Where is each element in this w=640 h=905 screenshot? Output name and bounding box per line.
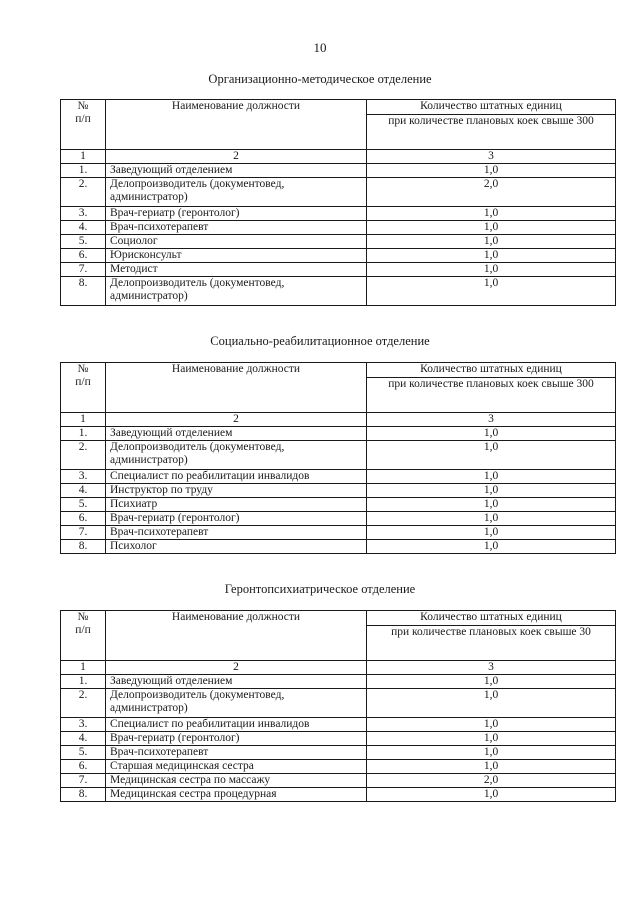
row-qty: 1,0	[367, 760, 616, 774]
staff-table	[60, 99, 616, 306]
row-num: 1.	[61, 164, 106, 178]
row-num: 2.	[61, 441, 106, 470]
row-qty: 1,0	[367, 526, 616, 540]
index-cell: 1	[61, 413, 106, 427]
table-row	[61, 235, 616, 249]
row-qty: 1,0	[367, 221, 616, 235]
table-row	[61, 774, 616, 788]
header-qty-sub: при количестве плановых коек свыше 300	[367, 115, 616, 150]
row-qty: 1,0	[367, 718, 616, 732]
row-num: 4.	[61, 221, 106, 235]
table-row	[61, 221, 616, 235]
row-qty: 1,0	[367, 746, 616, 760]
row-num: 7.	[61, 774, 106, 788]
row-name: Врач-психотерапевт	[106, 221, 367, 235]
row-num: 6.	[61, 249, 106, 263]
index-cell: 1	[61, 150, 106, 164]
table-row	[61, 498, 616, 512]
row-num: 8.	[61, 788, 106, 802]
row-qty: 2,0	[367, 178, 616, 207]
row-qty: 1,0	[367, 498, 616, 512]
section-title: Организационно-методическое отделение	[208, 72, 432, 86]
staff-table	[60, 610, 616, 802]
header-name: Наименование должности	[106, 611, 367, 661]
index-cell: 1	[61, 661, 106, 675]
header-qty-sub: при количестве плановых коек свыше 30	[367, 626, 616, 661]
row-num: 3.	[61, 470, 106, 484]
row-name: Делопроизводитель (документовед, администратор)	[106, 689, 367, 718]
row-qty: 1,0	[367, 540, 616, 554]
table-row	[61, 207, 616, 221]
table-row	[61, 788, 616, 802]
row-name: Врач-гериатр (геронтолог)	[106, 512, 367, 526]
row-num: 8.	[61, 277, 106, 306]
row-num: 5.	[61, 746, 106, 760]
row-qty: 1,0	[367, 235, 616, 249]
row-name: Психолог	[106, 540, 367, 554]
table-row	[61, 441, 616, 470]
index-cell: 3	[367, 150, 616, 164]
staff-table	[60, 362, 616, 554]
table-row	[61, 178, 616, 207]
row-qty: 1,0	[367, 277, 616, 306]
row-name: Делопроизводитель (документовед, администратор)	[106, 277, 367, 306]
table-row	[61, 760, 616, 774]
row-num: 4.	[61, 484, 106, 498]
section-title: Социально-реабилитационное отделение	[210, 334, 430, 348]
row-qty: 1,0	[367, 207, 616, 221]
table-row	[61, 484, 616, 498]
header-qty: Количество штатных единиц	[367, 100, 616, 115]
table-row	[61, 732, 616, 746]
row-qty: 1,0	[367, 470, 616, 484]
table-row	[61, 470, 616, 484]
header-num: № п/п	[61, 611, 106, 661]
row-num: 8.	[61, 540, 106, 554]
row-num: 4.	[61, 732, 106, 746]
table-row	[61, 689, 616, 718]
row-name: Врач-гериатр (геронтолог)	[106, 207, 367, 221]
row-qty: 1,0	[367, 249, 616, 263]
header-qty: Количество штатных единиц	[367, 611, 616, 626]
row-num: 3.	[61, 207, 106, 221]
index-cell: 2	[106, 150, 367, 164]
row-name: Делопроизводитель (документовед, администратор)	[106, 441, 367, 470]
header-qty-sub: при количестве плановых коек свыше 300	[367, 378, 616, 413]
row-qty: 1,0	[367, 732, 616, 746]
row-qty: 1,0	[367, 164, 616, 178]
header-name: Наименование должности	[106, 100, 367, 150]
section-title: Геронтопсихиатрическое отделение	[224, 582, 416, 596]
table-row	[61, 746, 616, 760]
row-name: Медицинская сестра по массажу	[106, 774, 367, 788]
index-cell: 3	[367, 413, 616, 427]
row-name: Психиатр	[106, 498, 367, 512]
row-qty: 1,0	[367, 427, 616, 441]
row-num: 2.	[61, 689, 106, 718]
row-qty: 1,0	[367, 689, 616, 718]
row-name: Заведующий отделением	[106, 164, 367, 178]
row-name: Юрисконсульт	[106, 249, 367, 263]
header-num: № п/п	[61, 363, 106, 413]
row-num: 2.	[61, 178, 106, 207]
row-qty: 1,0	[367, 441, 616, 470]
row-qty: 2,0	[367, 774, 616, 788]
table-row	[61, 512, 616, 526]
table-row	[61, 540, 616, 554]
row-name: Делопроизводитель (документовед, администратор)	[106, 178, 367, 207]
table-row	[61, 427, 616, 441]
index-cell: 2	[106, 413, 367, 427]
table-row	[61, 718, 616, 732]
index-cell: 2	[106, 661, 367, 675]
table-row	[61, 164, 616, 178]
row-name: Заведующий отделением	[106, 427, 367, 441]
row-num: 1.	[61, 427, 106, 441]
page-number: 10	[313, 40, 327, 55]
row-name: Старшая медицинская сестра	[106, 760, 367, 774]
row-name: Врач-гериатр (геронтолог)	[106, 732, 367, 746]
row-num: 7.	[61, 526, 106, 540]
row-num: 6.	[61, 760, 106, 774]
header-qty: Количество штатных единиц	[367, 363, 616, 378]
table-row	[61, 277, 616, 306]
header-name: Наименование должности	[106, 363, 367, 413]
row-name: Специалист по реабилитации инвалидов	[106, 470, 367, 484]
row-name: Заведующий отделением	[106, 675, 367, 689]
header-num: № п/п	[61, 100, 106, 150]
row-name: Специалист по реабилитации инвалидов	[106, 718, 367, 732]
row-qty: 1,0	[367, 788, 616, 802]
row-num: 6.	[61, 512, 106, 526]
row-qty: 1,0	[367, 512, 616, 526]
row-name: Социолог	[106, 235, 367, 249]
table-row	[61, 263, 616, 277]
table-row	[61, 249, 616, 263]
row-name: Методист	[106, 263, 367, 277]
row-num: 5.	[61, 498, 106, 512]
row-name: Врач-психотерапевт	[106, 526, 367, 540]
row-name: Медицинская сестра процедурная	[106, 788, 367, 802]
table-row	[61, 526, 616, 540]
row-num: 3.	[61, 718, 106, 732]
table-row	[61, 675, 616, 689]
row-qty: 1,0	[367, 263, 616, 277]
index-cell: 3	[367, 661, 616, 675]
row-name: Врач-психотерапевт	[106, 746, 367, 760]
row-num: 5.	[61, 235, 106, 249]
row-qty: 1,0	[367, 675, 616, 689]
row-num: 7.	[61, 263, 106, 277]
row-num: 1.	[61, 675, 106, 689]
row-name: Инструктор по труду	[106, 484, 367, 498]
row-qty: 1,0	[367, 484, 616, 498]
